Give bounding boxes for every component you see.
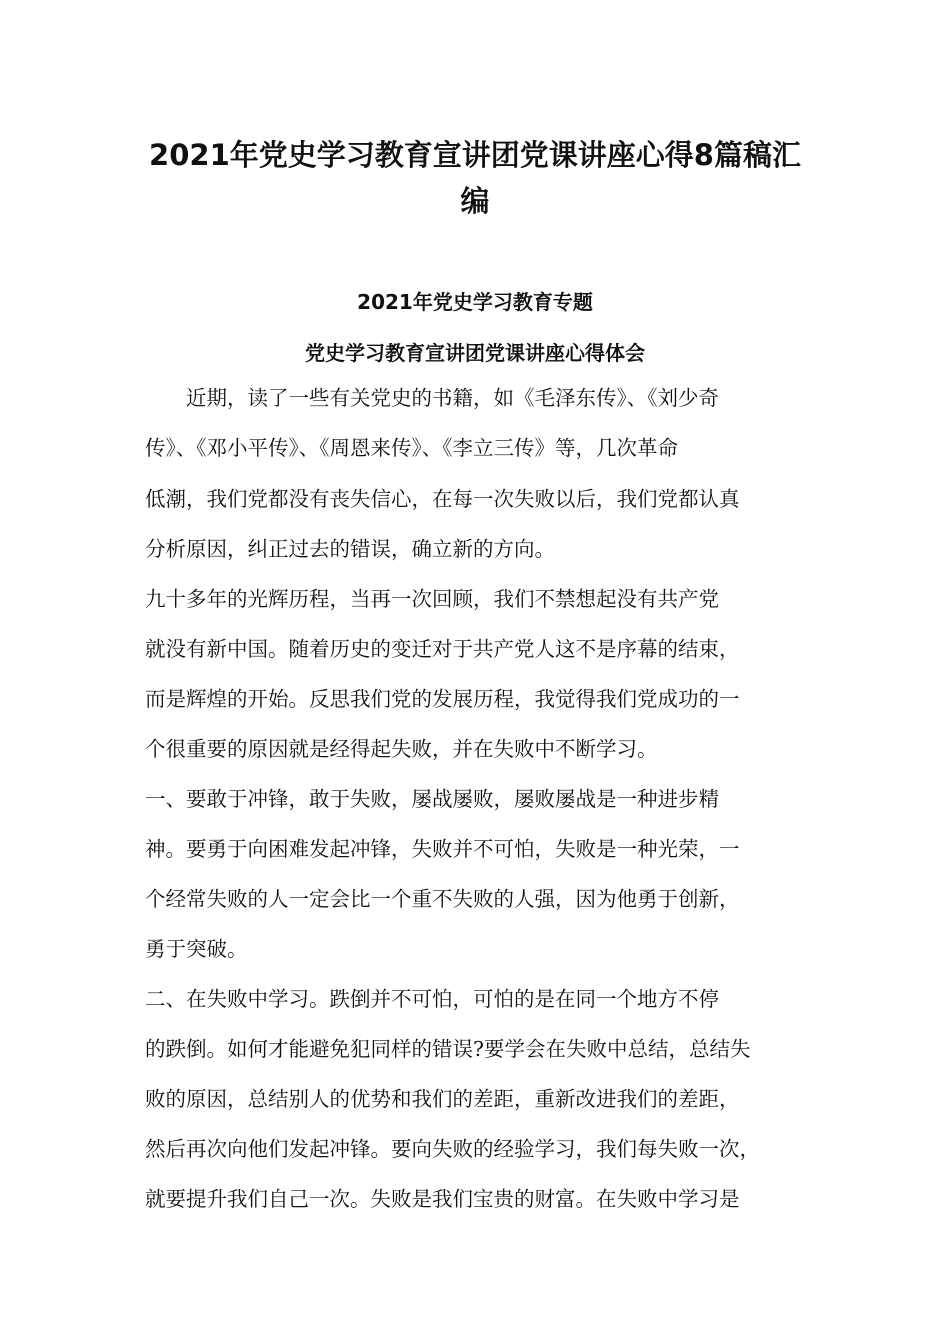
body-line: 神。要勇于向困难发起冲锋，失败并不可怕，失败是一种光荣，一	[145, 837, 740, 861]
body-line: 二、在失败中学习。跌倒并不可怕，可怕的是在同一个地方不停	[145, 987, 719, 1011]
body-line: 个经常失败的人一定会比一个重不失败的人强，因为他勇于创新，	[145, 887, 740, 911]
document-title-continued: 编	[460, 184, 490, 218]
section-subheading: 2021年党史学习教育专题	[357, 290, 593, 314]
body-line: 个很重要的原因就是经得起失败，并在失败中不断学习。	[145, 737, 658, 761]
body-line: 近期，读了一些有关党史的书籍，如《毛泽东传》、《刘少奇	[145, 386, 719, 410]
body-line: 传》、《邓小平传》、《周恩来传》、《李立三传》等，几次革命	[145, 436, 678, 460]
body-line: 勇于突破。	[145, 937, 248, 961]
article-heading: 党史学习教育宣讲团党课讲座心得体会	[305, 341, 645, 365]
body-line: 分析原因，纠正过去的错误，确立新的方向。	[145, 537, 555, 561]
body-line: 而是辉煌的开始。反思我们党的发展历程，我觉得我们党成功的一	[145, 687, 740, 711]
body-line: 九十多年的光辉历程，当再一次回顾，我们不禁想起没有共产党	[145, 587, 719, 611]
body-line: 败的原因，总结别人的优势和我们的差距，重新改进我们的差距，	[145, 1087, 740, 1111]
body-line: 就要提升我们自己一次。失败是我们宝贵的财富。在失败中学习是	[145, 1187, 740, 1211]
body-line: 低潮，我们党都没有丧失信心，在每一次失败以后，我们党都认真	[145, 487, 740, 511]
body-line: 的跌倒。如何才能避免犯同样的错误?要学会在失败中总结，总结失	[145, 1037, 751, 1061]
body-line: 就没有新中国。随着历史的变迁对于共产党人这不是序幕的结束，	[145, 637, 740, 661]
body-line: 然后再次向他们发起冲锋。要向失败的经验学习，我们每失败一次，	[145, 1137, 760, 1161]
body-line: 一、要敢于冲锋，敢于失败，屡战屡败，屡败屡战是一种进步精	[145, 787, 719, 811]
document-title: 2021年党史学习教育宣讲团党课讲座心得8篇稿汇	[149, 138, 801, 172]
